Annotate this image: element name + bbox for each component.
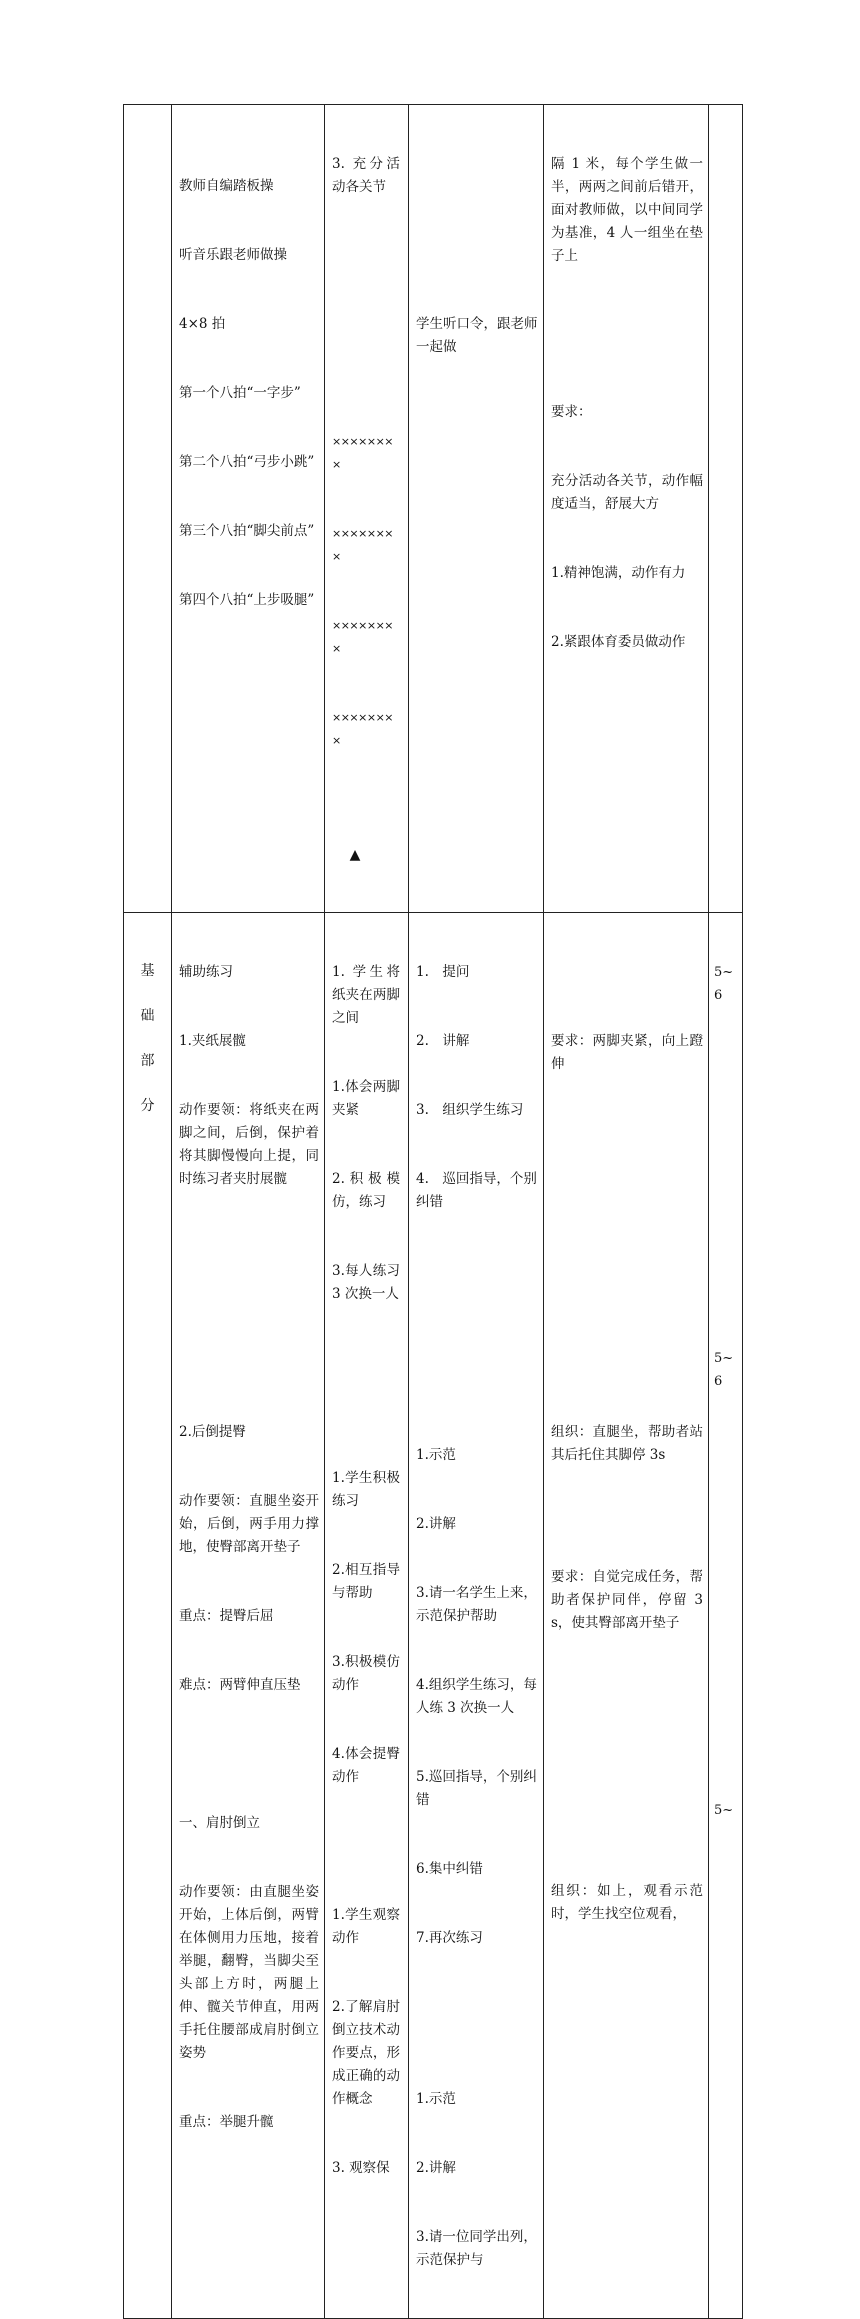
- method-line: 4.组织学生练习，每人练 3 次换一人: [416, 1677, 537, 1716]
- student-line: 3. 观察保: [332, 2160, 390, 2176]
- method-line: 1. 提问: [416, 964, 470, 980]
- warmup-content-cell: [172, 105, 325, 913]
- teaching-method: 学生听口令，跟老师一起做: [416, 316, 538, 355]
- basic-section-row: [124, 913, 743, 2319]
- student-line: 3.积极模仿动作: [332, 1654, 400, 1693]
- student-line: 3.每人练习 3 次换一人: [332, 1263, 405, 1302]
- section-char: 分: [140, 1098, 155, 1114]
- content-line: 第四个八拍“上步吸腿”: [179, 592, 315, 608]
- method-line: 6.集中纠错: [416, 1861, 483, 1877]
- formation-row: ××××××××: [332, 619, 394, 655]
- method-line: 2.讲解: [416, 2160, 456, 2176]
- method-line: 5.巡回指导，个别纠错: [416, 1769, 537, 1808]
- content-line: 听音乐跟老师做操: [179, 247, 287, 263]
- method-line: 1.示范: [416, 1447, 456, 1463]
- method-line: 2. 讲解: [416, 1033, 470, 1049]
- student-line: 2.积极模仿，练习: [332, 1171, 400, 1210]
- warmup-row: [124, 105, 743, 913]
- method-line: 1.示范: [416, 2091, 456, 2107]
- lesson-plan-table: [123, 104, 743, 2319]
- requirement-line: 2.紧跟体育委员做动作: [551, 634, 686, 650]
- time-cell-empty: [709, 105, 743, 913]
- formation-row: ××××××××: [332, 435, 394, 471]
- item2-title: 2.后倒提臀: [179, 1424, 246, 1440]
- section-char: 部: [140, 1053, 155, 1069]
- basic-time-cell: [709, 913, 743, 2319]
- formation-row: ××××××××: [332, 711, 394, 747]
- student-line: 1. 学生将纸夹在两脚之间: [332, 964, 400, 1026]
- section-char: 础: [140, 1008, 155, 1024]
- item1-description: 动作要领：将纸夹在两脚之间，后倒，保护着将其脚慢慢向上提，同时练习者夹肘展髋: [179, 1102, 319, 1187]
- basic-method-cell: [409, 913, 544, 2319]
- method-line: 4. 巡回指导，个别纠错: [416, 1171, 537, 1210]
- basic-student-cell: [325, 913, 409, 2319]
- section-label-cell: [124, 913, 172, 2319]
- formation-row: ××××××××: [332, 527, 394, 563]
- item1-title: 1.夹纸展髋: [179, 1033, 246, 1049]
- content-line: 第三个八拍“脚尖前点”: [179, 523, 315, 539]
- item3-key-point: 重点：举腿升髋: [179, 2114, 274, 2130]
- method-line: 3.请一名学生上来，示范保护帮助: [416, 1585, 537, 1624]
- item3-title: 一、肩肘倒立: [179, 1815, 260, 1831]
- teacher-position-icon: ▲: [349, 847, 361, 863]
- requirement-line: 充分活动各关节，动作幅度适当，舒展大方: [551, 473, 703, 512]
- content-line: 教师自编踏板操: [179, 178, 274, 194]
- student-line: 2.相互指导与帮助: [332, 1562, 400, 1601]
- method-line: 3.请一位同学出列，示范保护与: [416, 2229, 537, 2268]
- item1-requirement: 要求：两脚夹紧，向上蹬伸: [551, 1033, 703, 1072]
- item2-description: 动作要领：直腿坐姿开始，后倒，两手用力撑地，使臀部离开垫子: [179, 1493, 319, 1555]
- student-line: 1.学生观察动作: [332, 1907, 400, 1946]
- item3-time: 5~: [714, 1803, 734, 1818]
- student-activity: 3. 充分活动各关节: [332, 156, 400, 195]
- content-line: 第一个八拍“一字步”: [179, 385, 301, 401]
- method-line: 7.再次练习: [416, 1930, 483, 1946]
- section-cell-empty: [124, 105, 172, 913]
- formation-diagram: [332, 384, 400, 798]
- item2-requirement: 要求：自觉完成任务，帮助者保护同伴，停留 3s，使其臀部离开垫子: [551, 1569, 703, 1631]
- basic-content-cell: [172, 913, 325, 2319]
- content-line: 4×8 拍: [179, 316, 226, 332]
- basic-org-cell: [544, 913, 709, 2319]
- content-line: 第二个八拍“弓步小跳”: [179, 454, 315, 470]
- section-char: 基: [140, 963, 155, 979]
- method-line: 3. 组织学生练习: [416, 1102, 524, 1118]
- student-line: 1.学生积极练习: [332, 1470, 400, 1509]
- method-line: 2.讲解: [416, 1516, 456, 1532]
- student-line: 4.体会提臀动作: [332, 1746, 400, 1785]
- item1-time: 5~6: [714, 965, 734, 1003]
- warmup-student-cell: [325, 105, 409, 913]
- student-line: 1.体会两脚夹紧: [332, 1079, 400, 1118]
- item3-description: 动作要领：由直腿坐姿开始，上体后倒，两臂在体侧用力压地，接着举腿，翻臀，当脚尖至头部上方时，两腿上伸、髋关节伸直，用两手托住腰部成肩肘倒立姿势: [179, 1884, 319, 2061]
- warmup-org-cell: [544, 105, 709, 913]
- item2-difficulty: 难点：两臂伸直压垫: [179, 1677, 301, 1693]
- requirement-line: 1.精神饱满，动作有力: [551, 565, 686, 581]
- aux-title: 辅助练习: [179, 964, 233, 980]
- organization-text: 隔 1 米，每个学生做一半，两两之间前后错开，面对教师做，以中间同学为基准，4 人一组坐在垫子上: [551, 156, 703, 264]
- item2-key-point: 重点：提臀后屈: [179, 1608, 274, 1624]
- student-line: 2.了解肩肘倒立技术动作要点，形成正确的动作概念: [332, 1999, 400, 2107]
- warmup-method-cell: [409, 105, 544, 913]
- item3-organization: 组织：如上，观看示范时，学生找空位观看，: [551, 1883, 703, 1922]
- item2-organization: 组织：直腿坐，帮助者站其后托住其脚停 3s: [551, 1424, 703, 1463]
- item2-time: 5~6: [714, 1351, 734, 1389]
- requirement-title: 要求：: [551, 404, 592, 420]
